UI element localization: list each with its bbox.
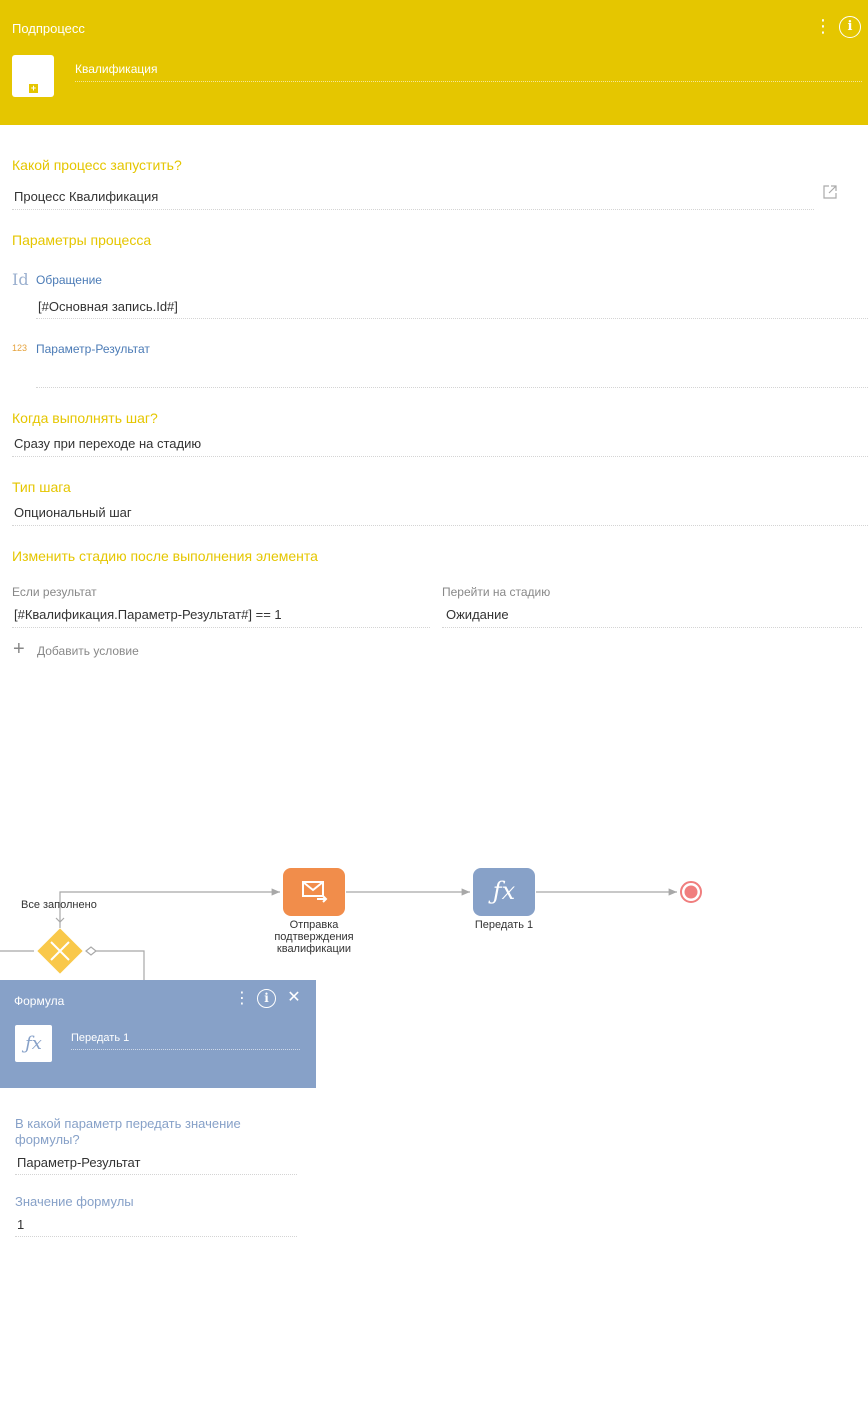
target-param-field[interactable] xyxy=(15,1152,297,1175)
info-icon[interactable]: i xyxy=(839,16,861,38)
if-result-field[interactable] xyxy=(12,604,430,628)
subprocess-icon[interactable] xyxy=(12,55,54,97)
change-stage-heading: Изменить стадию после выполнения элемента xyxy=(12,548,318,564)
end-event[interactable] xyxy=(681,882,701,902)
param-name-result: Параметр-Результат xyxy=(36,342,150,356)
id-type-icon: Id xyxy=(12,270,29,289)
step-type-heading: Тип шага xyxy=(12,479,71,495)
send-confirmation-label: Отправка подтверждения квалификации xyxy=(274,919,354,955)
send-confirmation-node[interactable] xyxy=(283,868,345,916)
subprocess-title: Подпроцесс xyxy=(12,21,85,36)
subprocess-name-field[interactable] xyxy=(75,60,862,82)
add-condition-label: Добавить условие xyxy=(37,644,139,658)
param-name-appeal: Обращение xyxy=(36,273,102,287)
subprocess-header xyxy=(0,0,868,125)
formula-value-heading: Значение формулы xyxy=(15,1194,134,1209)
go-to-stage-label: Перейти на стадию xyxy=(442,585,551,599)
step-type-value: Опциональный шаг xyxy=(14,505,132,520)
go-to-stage-value: Ожидание xyxy=(446,607,509,622)
process-params-heading: Параметры процесса xyxy=(12,232,152,248)
formula-node-label: Передать 1 xyxy=(474,919,534,931)
menu-dots-icon[interactable]: ⋮ xyxy=(234,990,250,1007)
param-value-appeal: [#Основная запись.Id#] xyxy=(38,299,178,314)
mail-send-icon xyxy=(283,868,345,916)
when-run-heading: Когда выполнять шаг? xyxy=(12,410,158,426)
number-type-icon: 123 xyxy=(12,343,28,353)
flow-gateway-default xyxy=(96,951,144,980)
which-process-field[interactable] xyxy=(12,188,814,210)
close-icon[interactable]: ✕ xyxy=(287,989,301,1006)
formula-value-field[interactable] xyxy=(15,1214,297,1237)
formula-node[interactable] xyxy=(473,868,535,916)
target-param-value: Параметр-Результат xyxy=(17,1155,141,1170)
plus-icon: + xyxy=(13,638,25,660)
which-process-value: Процесс Квалификация xyxy=(14,189,159,204)
param-question-heading: В какой параметр передать значение формулы? xyxy=(15,1116,241,1147)
when-run-value: Сразу при переходе на стадию xyxy=(14,436,202,451)
formula-panel-title: Формула xyxy=(14,994,65,1008)
menu-dots-icon[interactable]: ⋮ xyxy=(814,16,832,36)
fx-icon: ƒx xyxy=(492,877,516,905)
if-result-label: Если результат xyxy=(12,585,97,599)
step-type-field[interactable] xyxy=(12,503,868,526)
flow-label-all-filled: Все заполнено xyxy=(21,899,97,911)
info-icon[interactable]: i xyxy=(257,989,276,1008)
param-value-field-result[interactable] xyxy=(36,365,868,388)
which-process-heading: Какой процесс запустить? xyxy=(12,157,182,173)
subprocess-name: Квалификация xyxy=(75,62,158,76)
plus-icon: + xyxy=(30,83,37,93)
exclusive-gateway[interactable] xyxy=(37,928,82,973)
external-link-icon[interactable] xyxy=(823,185,837,199)
formula-value: 1 xyxy=(17,1217,25,1232)
flow-condition-marker xyxy=(56,918,64,922)
if-result-value: [#Квалификация.Параметр-Результат#] == 1 xyxy=(14,607,282,622)
formula-panel xyxy=(0,980,316,1088)
default-flow-marker xyxy=(86,947,96,955)
formula-name: Передать 1 xyxy=(71,1032,130,1044)
fx-icon: ƒx xyxy=(15,1025,52,1062)
when-run-field[interactable] xyxy=(12,434,868,457)
formula-name-field[interactable] xyxy=(71,1028,300,1050)
param-value-field-appeal[interactable] xyxy=(36,296,868,319)
go-to-stage-field[interactable] xyxy=(442,604,862,628)
